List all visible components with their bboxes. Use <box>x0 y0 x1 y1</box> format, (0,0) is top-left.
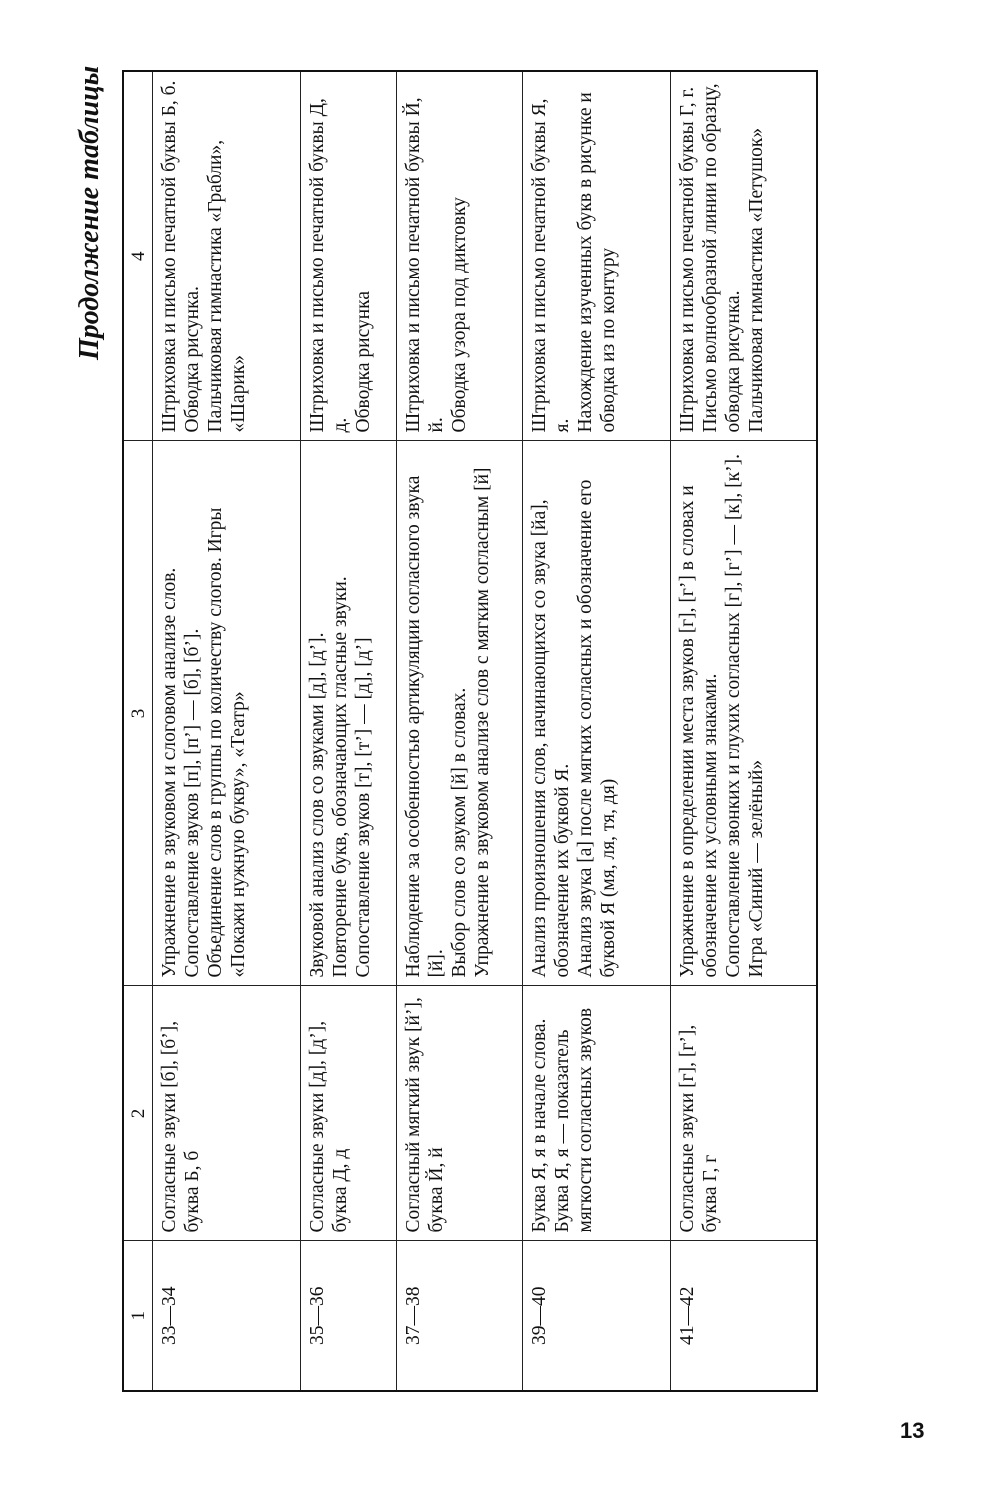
content-line: Наблюдение за особенностью артикуляции согласного звука [й]. <box>403 475 447 978</box>
topic-line: Буква Я, я — показатель мягкости согласных звуков <box>552 1007 596 1233</box>
lesson-graphics <box>397 71 523 441</box>
rotated-page-content <box>65 0 945 1440</box>
topic-line: Согласные звуки [б], [б’], <box>159 1020 180 1233</box>
lesson-numbers: 35—36 <box>301 1241 397 1391</box>
lesson-numbers: 39—40 <box>523 1241 671 1391</box>
lesson-content <box>523 441 671 986</box>
header-col-4: 4 <box>123 71 153 441</box>
graphics-line: Штриховка и письмо печатной буквы Я, я. <box>529 98 573 433</box>
topic-line: Буква Я, я в начале слова. <box>529 1018 550 1233</box>
lesson-topic <box>397 986 523 1241</box>
graphics-line: Штриховка и письмо печатной буквы Д, д. <box>307 98 351 433</box>
header-col-1: 1 <box>123 1241 153 1391</box>
lesson-numbers: 33—34 <box>153 1241 301 1391</box>
page-number: 13 <box>900 1418 925 1443</box>
lesson-graphics <box>153 71 301 441</box>
content-line: Звуковой анализ слов со звуками [д], [д’]. <box>307 632 328 978</box>
lesson-topic <box>523 986 671 1241</box>
lesson-numbers: 41—42 <box>671 1241 817 1391</box>
lesson-content <box>671 441 817 986</box>
content-line: Анализ звука [а] после мягких согласных и обозначение его буквой Я (мя, ля, тя, дя) <box>575 479 619 978</box>
lesson-topic <box>153 986 301 1241</box>
content-line: Выбор слов со звуком [й] в словах. <box>449 687 470 978</box>
graphics-line: Обводка рисунка <box>353 291 374 433</box>
table-row <box>671 71 817 1391</box>
lesson-graphics <box>301 71 397 441</box>
header-col-2: 2 <box>123 986 153 1241</box>
content-line: Повторение букв, обозначающих гласные звуки. Сопоставление звуков [т], [т’] — [д], [д’] <box>330 576 374 978</box>
lesson-topic <box>301 986 397 1241</box>
graphics-line: Штриховка и письмо печатной буквы Й, й. <box>403 97 447 433</box>
topic-line: Согласные звуки [д], [д’], <box>307 1020 328 1233</box>
content-line: Упражнение в звуковом анализе слов с мягким согласным [й] <box>472 467 493 978</box>
content-line: Сопоставление звонких и глухих согласных [г], [г’] — [к], [к’]. <box>723 454 744 978</box>
graphics-line: Штриховка и письмо печатной буквы Б, б. <box>159 80 180 433</box>
content-line: Упражнение в звуковом и слоговом анализе слов. <box>159 567 180 978</box>
topic-line: Согласные звуки [г], [г’], <box>677 1024 698 1233</box>
graphics-line: Нахождение изученных букв в рисунке и обводка из по контуру <box>575 92 619 433</box>
content-line: Объединение слов в группы по количеству слогов. Игры «Покажи нужную букву», «Театр» <box>205 507 249 978</box>
topic-line: буква Д, д <box>330 1148 351 1233</box>
table-row <box>523 71 671 1391</box>
lesson-numbers: 37—38 <box>397 1241 523 1391</box>
graphics-line: Обводка узора под диктовку <box>449 197 470 433</box>
graphics-line: Штриховка и письмо печатной буквы Г, г. <box>677 86 698 433</box>
content-line: Анализ произношения слов, начинающихся со звука [йа], обозначение их буквой Я. <box>529 499 573 978</box>
table-continuation-caption: Продолжение таблицы <box>74 65 105 360</box>
graphics-line: Пальчиковая гимнастика «Петушок» <box>746 127 767 433</box>
header-row <box>123 71 153 1391</box>
table-row <box>397 71 523 1391</box>
graphics-line: Пальчиковая гимнастика «Грабли», «Шарик» <box>205 139 249 433</box>
lesson-topic <box>671 986 817 1241</box>
topic-line: Согласный мягкий звук [й’], <box>403 997 424 1233</box>
topic-line: буква Г, г <box>700 1154 721 1233</box>
topic-line: буква Й, й <box>426 1147 447 1233</box>
lesson-graphics <box>523 71 671 441</box>
header-col-3: 3 <box>123 441 153 986</box>
table-row <box>153 71 301 1391</box>
content-line: Сопоставление звуков [п], [п’] — [б], [б’]. <box>182 628 203 978</box>
table-row <box>301 71 397 1391</box>
lesson-plan-table <box>122 70 818 1392</box>
lesson-content <box>153 441 301 986</box>
graphics-line: Обводка рисунка. <box>182 286 203 433</box>
lesson-content <box>301 441 397 986</box>
topic-line: буква Б, б <box>182 1150 203 1233</box>
lesson-graphics <box>671 71 817 441</box>
lesson-content <box>397 441 523 986</box>
content-line: Игра «Синий — зелёный» <box>746 759 767 978</box>
graphics-line: Письмо волнообразной линии по образцу, обводка рисунка. <box>700 83 744 433</box>
content-line: Упражнение в определении места звуков [г], [г’] в словах и обозначение их условными знаками. <box>677 485 721 978</box>
